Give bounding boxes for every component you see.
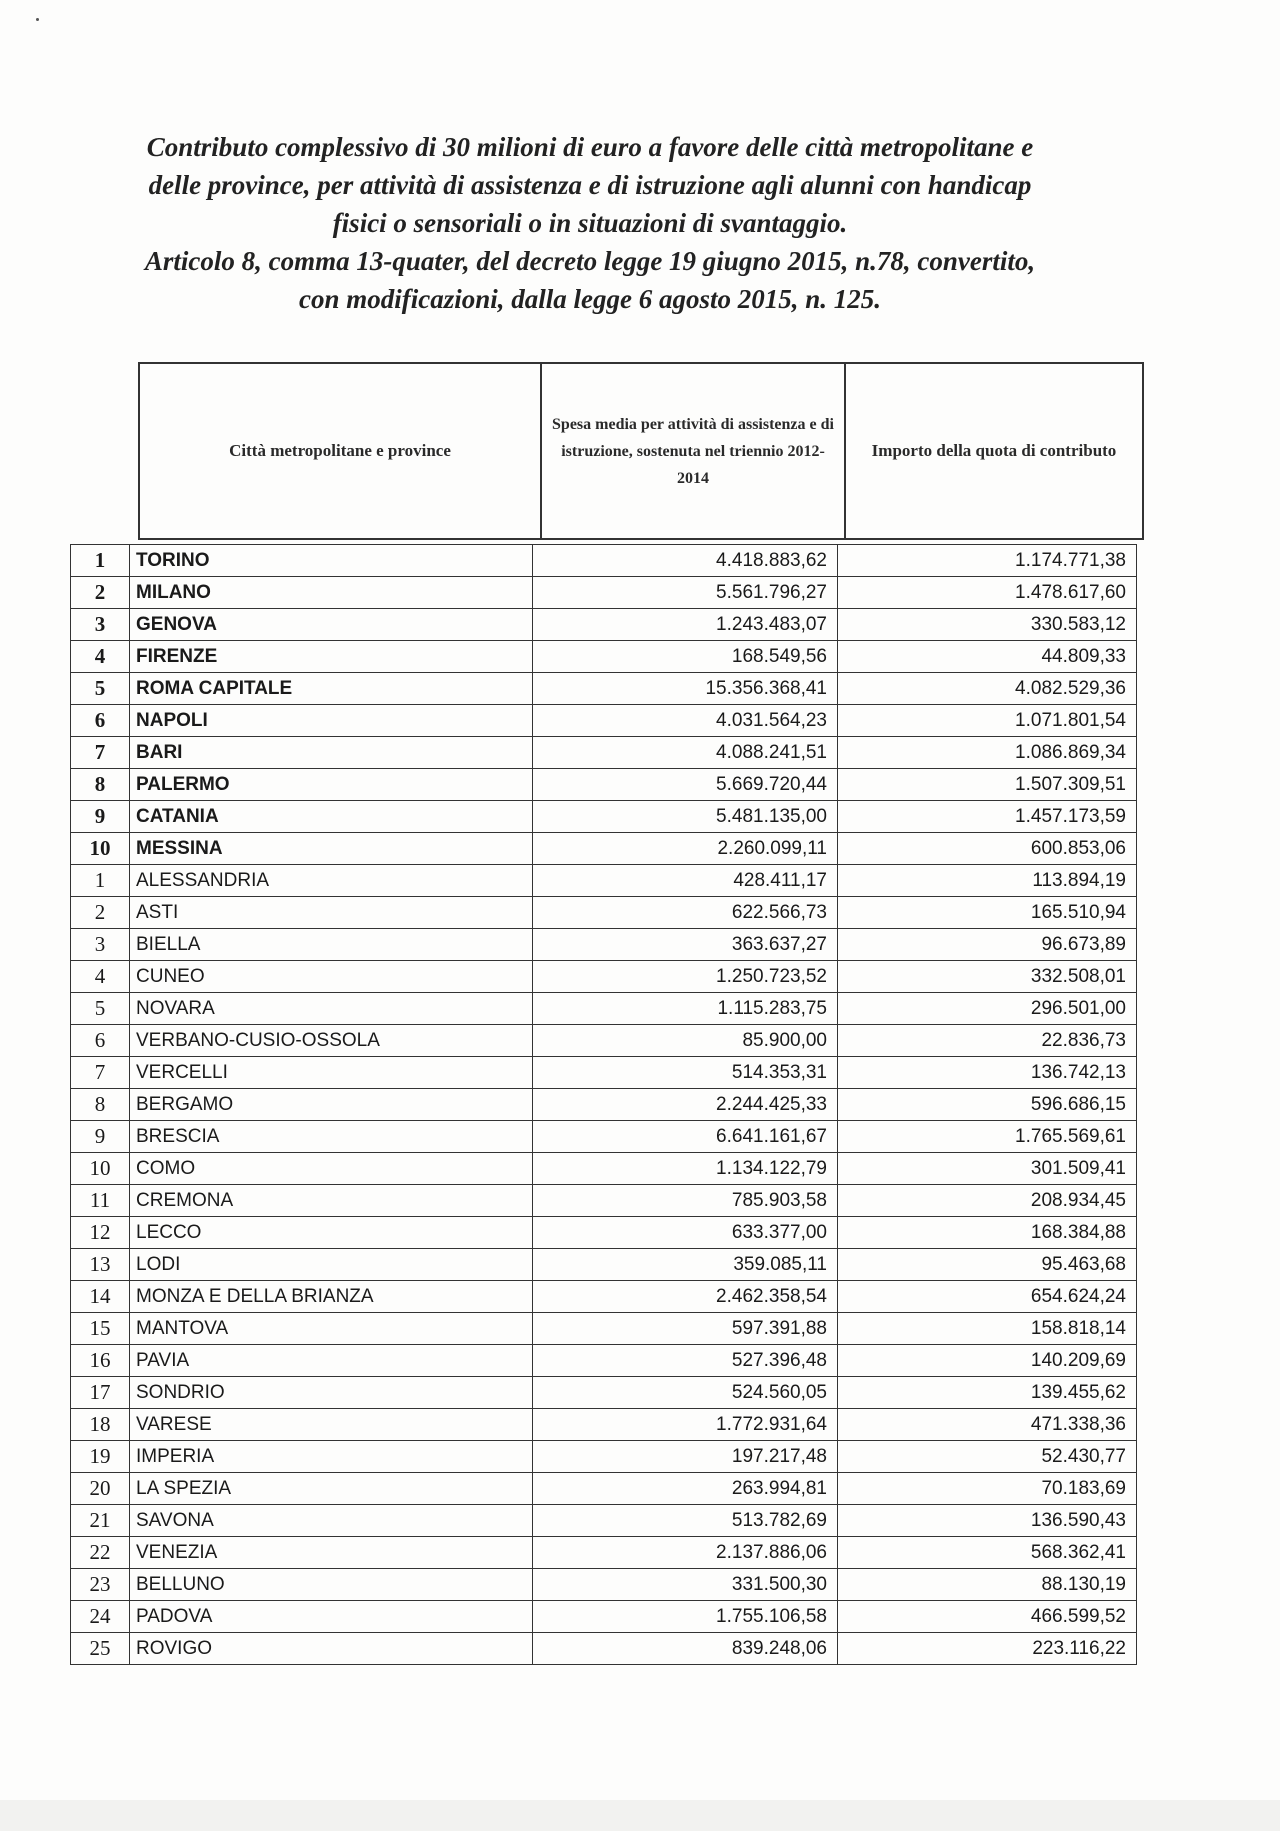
row-spesa: 1.243.483,07 — [533, 609, 838, 641]
table-row — [71, 1281, 1137, 1313]
table-row — [71, 1185, 1137, 1217]
row-quota: 88.130,19 — [838, 1569, 1137, 1601]
header-city: Città metropolitane e province — [139, 363, 541, 539]
row-spesa: 168.549,56 — [533, 641, 838, 673]
table-row — [71, 545, 1137, 577]
table-row — [71, 1249, 1137, 1281]
row-number: 11 — [71, 1185, 130, 1217]
row-name: BELLUNO — [130, 1569, 533, 1601]
row-quota: 301.509,41 — [838, 1153, 1137, 1185]
header-row — [139, 363, 1143, 539]
row-name: VERBANO-CUSIO-OSSOLA — [130, 1025, 533, 1057]
row-spesa: 1.250.723,52 — [533, 961, 838, 993]
row-name: BERGAMO — [130, 1089, 533, 1121]
table-row — [71, 1537, 1137, 1569]
table-row — [71, 865, 1137, 897]
row-quota: 95.463,68 — [838, 1249, 1137, 1281]
row-quota: 1.478.617,60 — [838, 577, 1137, 609]
row-name: MILANO — [130, 577, 533, 609]
table-row — [71, 1601, 1137, 1633]
table-row — [71, 833, 1137, 865]
row-number: 4 — [71, 641, 130, 673]
row-quota: 208.934,45 — [838, 1185, 1137, 1217]
row-spesa: 15.356.368,41 — [533, 673, 838, 705]
row-name: TORINO — [130, 545, 533, 577]
table-row — [71, 737, 1137, 769]
row-number: 10 — [71, 1153, 130, 1185]
row-name: BIELLA — [130, 929, 533, 961]
heading-line: Articolo 8, comma 13-quater, del decreto legge 19 giugno 2015, n.78, convertito, — [144, 246, 1036, 276]
row-number: 22 — [71, 1537, 130, 1569]
header-quota: Importo della quota di contributo — [845, 363, 1143, 539]
table-row — [71, 1153, 1137, 1185]
row-spesa: 5.561.796,27 — [533, 577, 838, 609]
row-name: BARI — [130, 737, 533, 769]
row-name: BRESCIA — [130, 1121, 533, 1153]
row-spesa: 839.248,06 — [533, 1633, 838, 1665]
row-number: 25 — [71, 1633, 130, 1665]
table-row — [71, 1441, 1137, 1473]
row-number: 19 — [71, 1441, 130, 1473]
row-name: NOVARA — [130, 993, 533, 1025]
row-spesa: 85.900,00 — [533, 1025, 838, 1057]
table-row — [71, 769, 1137, 801]
row-quota: 165.510,94 — [838, 897, 1137, 929]
row-name: CATANIA — [130, 801, 533, 833]
row-name: PALERMO — [130, 769, 533, 801]
row-spesa: 1.772.931,64 — [533, 1409, 838, 1441]
heading-line: fisici o sensoriali o in situazioni di svantaggio. — [332, 208, 848, 238]
row-spesa: 359.085,11 — [533, 1249, 838, 1281]
row-spesa: 197.217,48 — [533, 1441, 838, 1473]
row-number: 12 — [71, 1217, 130, 1249]
scan-speck — [36, 18, 39, 21]
row-quota: 44.809,33 — [838, 641, 1137, 673]
row-number: 2 — [71, 577, 130, 609]
heading-line: Contributo complessivo di 30 milioni di euro a favore delle città metropolitane e — [146, 132, 1034, 162]
row-spesa: 527.396,48 — [533, 1345, 838, 1377]
row-number: 13 — [71, 1249, 130, 1281]
row-name: COMO — [130, 1153, 533, 1185]
row-quota: 296.501,00 — [838, 993, 1137, 1025]
row-spesa: 263.994,81 — [533, 1473, 838, 1505]
row-number: 14 — [71, 1281, 130, 1313]
row-number: 9 — [71, 1121, 130, 1153]
row-quota: 96.673,89 — [838, 929, 1137, 961]
table-row — [71, 1473, 1137, 1505]
table-row — [71, 801, 1137, 833]
document-heading — [60, 128, 1120, 318]
row-number: 5 — [71, 673, 130, 705]
row-spesa: 331.500,30 — [533, 1569, 838, 1601]
row-spesa: 622.566,73 — [533, 897, 838, 929]
row-quota: 168.384,88 — [838, 1217, 1137, 1249]
row-number: 17 — [71, 1377, 130, 1409]
contribution-table — [70, 544, 1137, 1665]
row-quota: 140.209,69 — [838, 1345, 1137, 1377]
row-spesa: 5.669.720,44 — [533, 769, 838, 801]
row-name: ASTI — [130, 897, 533, 929]
row-number: 6 — [71, 705, 130, 737]
row-quota: 330.583,12 — [838, 609, 1137, 641]
row-number: 24 — [71, 1601, 130, 1633]
table-row — [71, 1313, 1137, 1345]
row-spesa: 1.134.122,79 — [533, 1153, 838, 1185]
row-quota: 4.082.529,36 — [838, 673, 1137, 705]
table-row — [71, 1057, 1137, 1089]
row-quota: 466.599,52 — [838, 1601, 1137, 1633]
row-quota: 1.174.771,38 — [838, 545, 1137, 577]
row-name: SAVONA — [130, 1505, 533, 1537]
row-quota: 113.894,19 — [838, 865, 1137, 897]
table-row — [71, 1089, 1137, 1121]
row-number: 10 — [71, 833, 130, 865]
row-name: LECCO — [130, 1217, 533, 1249]
row-name: PAVIA — [130, 1345, 533, 1377]
table-row — [71, 1409, 1137, 1441]
table-header — [138, 362, 1144, 540]
row-spesa: 4.088.241,51 — [533, 737, 838, 769]
row-name: SONDRIO — [130, 1377, 533, 1409]
table-row — [71, 1633, 1137, 1665]
row-quota: 1.086.869,34 — [838, 737, 1137, 769]
row-quota: 471.338,36 — [838, 1409, 1137, 1441]
row-quota: 568.362,41 — [838, 1537, 1137, 1569]
heading-line: delle province, per attività di assistenza e di istruzione agli alunni con handicap — [148, 170, 1032, 200]
table-row — [71, 673, 1137, 705]
row-spesa: 363.637,27 — [533, 929, 838, 961]
row-name: MANTOVA — [130, 1313, 533, 1345]
row-name: ROVIGO — [130, 1633, 533, 1665]
row-spesa: 524.560,05 — [533, 1377, 838, 1409]
row-number: 3 — [71, 929, 130, 961]
table-row — [71, 577, 1137, 609]
table-row — [71, 1377, 1137, 1409]
row-number: 23 — [71, 1569, 130, 1601]
row-name: VENEZIA — [130, 1537, 533, 1569]
row-number: 7 — [71, 1057, 130, 1089]
table-row — [71, 929, 1137, 961]
row-name: CREMONA — [130, 1185, 533, 1217]
row-number: 1 — [71, 545, 130, 577]
row-spesa: 514.353,31 — [533, 1057, 838, 1089]
row-number: 15 — [71, 1313, 130, 1345]
row-quota: 1.765.569,61 — [838, 1121, 1137, 1153]
row-spesa: 2.260.099,11 — [533, 833, 838, 865]
row-name: PADOVA — [130, 1601, 533, 1633]
row-quota: 158.818,14 — [838, 1313, 1137, 1345]
table-row — [71, 1345, 1137, 1377]
row-name: LODI — [130, 1249, 533, 1281]
row-name: ALESSANDRIA — [130, 865, 533, 897]
row-number: 2 — [71, 897, 130, 929]
row-number: 20 — [71, 1473, 130, 1505]
row-name: ROMA CAPITALE — [130, 673, 533, 705]
row-quota: 70.183,69 — [838, 1473, 1137, 1505]
row-number: 6 — [71, 1025, 130, 1057]
row-name: CUNEO — [130, 961, 533, 993]
row-spesa: 513.782,69 — [533, 1505, 838, 1537]
row-name: NAPOLI — [130, 705, 533, 737]
scan-bottom-edge — [0, 1800, 1280, 1831]
row-number: 1 — [71, 865, 130, 897]
table-row — [71, 1217, 1137, 1249]
row-name: MESSINA — [130, 833, 533, 865]
row-spesa: 4.031.564,23 — [533, 705, 838, 737]
row-spesa: 5.481.135,00 — [533, 801, 838, 833]
row-spesa: 633.377,00 — [533, 1217, 838, 1249]
row-number: 5 — [71, 993, 130, 1025]
table-row — [71, 1025, 1137, 1057]
table-row — [71, 641, 1137, 673]
row-name: MONZA E DELLA BRIANZA — [130, 1281, 533, 1313]
row-spesa: 785.903,58 — [533, 1185, 838, 1217]
row-quota: 22.836,73 — [838, 1025, 1137, 1057]
row-number: 4 — [71, 961, 130, 993]
row-spesa: 428.411,17 — [533, 865, 838, 897]
table-row — [71, 705, 1137, 737]
row-quota: 654.624,24 — [838, 1281, 1137, 1313]
header-spesa: Spesa media per attività di assistenza e di istruzione, sostenuta nel triennio 2012-2014 — [541, 363, 845, 539]
row-quota: 1.071.801,54 — [838, 705, 1137, 737]
table-row — [71, 1505, 1137, 1537]
row-name: VERCELLI — [130, 1057, 533, 1089]
row-number: 8 — [71, 1089, 130, 1121]
row-quota: 52.430,77 — [838, 1441, 1137, 1473]
row-quota: 1.457.173,59 — [838, 801, 1137, 833]
row-name: IMPERIA — [130, 1441, 533, 1473]
row-spesa: 597.391,88 — [533, 1313, 838, 1345]
row-name: LA SPEZIA — [130, 1473, 533, 1505]
row-number: 16 — [71, 1345, 130, 1377]
row-quota: 1.507.309,51 — [838, 769, 1137, 801]
row-name: VARESE — [130, 1409, 533, 1441]
row-number: 9 — [71, 801, 130, 833]
table-row — [71, 961, 1137, 993]
row-name: GENOVA — [130, 609, 533, 641]
row-spesa: 4.418.883,62 — [533, 545, 838, 577]
row-spesa: 2.462.358,54 — [533, 1281, 838, 1313]
table-row — [71, 897, 1137, 929]
row-number: 8 — [71, 769, 130, 801]
row-name: FIRENZE — [130, 641, 533, 673]
row-quota: 332.508,01 — [838, 961, 1137, 993]
row-quota: 600.853,06 — [838, 833, 1137, 865]
row-spesa: 1.755.106,58 — [533, 1601, 838, 1633]
row-spesa: 6.641.161,67 — [533, 1121, 838, 1153]
row-quota: 223.116,22 — [838, 1633, 1137, 1665]
row-spesa: 1.115.283,75 — [533, 993, 838, 1025]
row-spesa: 2.137.886,06 — [533, 1537, 838, 1569]
table-row — [71, 1569, 1137, 1601]
row-spesa: 2.244.425,33 — [533, 1089, 838, 1121]
row-number: 21 — [71, 1505, 130, 1537]
table-row — [71, 609, 1137, 641]
row-number: 3 — [71, 609, 130, 641]
table-row — [71, 1121, 1137, 1153]
row-quota: 139.455,62 — [838, 1377, 1137, 1409]
row-quota: 596.686,15 — [838, 1089, 1137, 1121]
heading-line: con modificazioni, dalla legge 6 agosto 2015, n. 125. — [298, 284, 881, 314]
row-quota: 136.590,43 — [838, 1505, 1137, 1537]
table-row — [71, 993, 1137, 1025]
row-number: 18 — [71, 1409, 130, 1441]
row-number: 7 — [71, 737, 130, 769]
row-quota: 136.742,13 — [838, 1057, 1137, 1089]
